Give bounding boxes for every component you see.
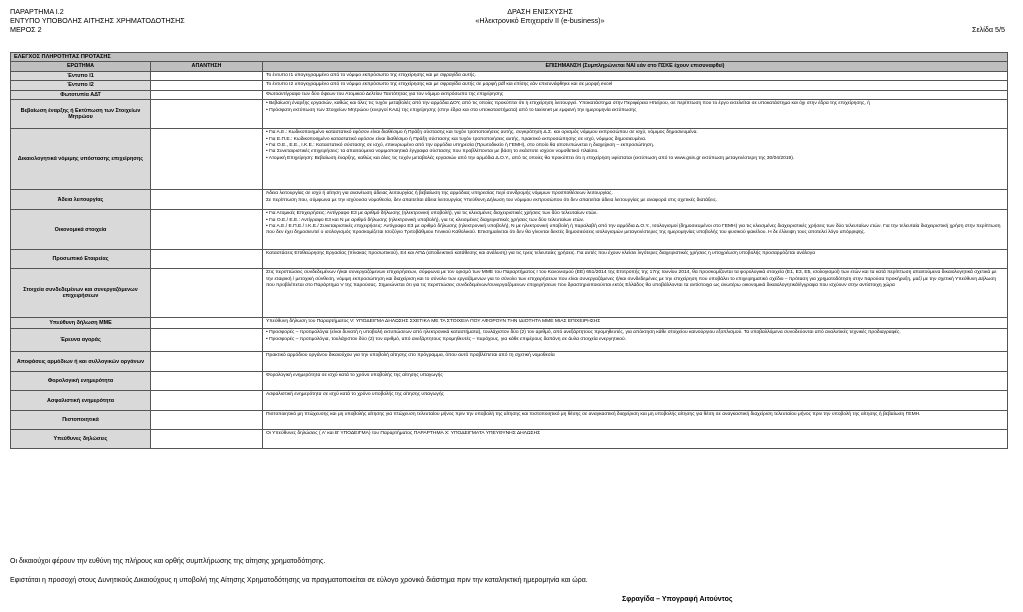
check-line: • Προσφορές – προτιμολόγια, τουλάχιστον δύο (2) τον αριθμό, από ανεξάρτητους προμηθευτές – παρόχους, για κάθε επιμέρους δαπάνη σε άυλα στοιχεία ενεργητικού. — [266, 336, 627, 342]
footer-attention: Εφιστάται η προσοχή στους Δυνητικούς Δικαιούχους η υποβολή της Αίτησης Χρηματοδότησης να πραγματοποιείται σε εύλογο χρονικό διάστημα πριν την καταληκτική ημερομηνία και ώρα. — [10, 577, 588, 584]
signature-label: Σφραγίδα – Υπογραφή Αιτούντος — [622, 596, 733, 603]
row-check-text — [263, 71, 1008, 81]
row-answer-cell[interactable] — [151, 250, 263, 269]
row-answer-cell[interactable] — [151, 90, 263, 100]
check-line: • Για Ατομικές Επιχειρήσεις: Αντίγραφο Ε3 με αριθμό δήλωσης (ηλεκτρονική υποβολή), για τις κλεισμένες διαχειριστικές χρήσεις των δύο τελευταίων ετών. — [266, 211, 598, 217]
row-question: Βεβαίωση έναρξης ή Εκτύπωση των Στοιχείων Μητρώου — [11, 100, 151, 129]
form-title: ΕΝΤΥΠΟ ΥΠΟΒΟΛΗΣ ΑΙΤΗΣΗΣ ΧΡΗΜΑΤΟΔΟΤΗΣΗΣ — [10, 16, 185, 25]
check-line: Ασφαλιστική ενημερότητα σε ισχύ κατά το χρόνο υποβολής της αίτησης υπαγωγής — [266, 392, 444, 398]
row-check-text — [263, 318, 1008, 329]
check-line: • Για Α.Ε.: Κωδικοποιημένο καταστατικό εφόσον είναι διαθέσιμο ή Πράξη σύστασης και τυχόν τροποποιήσεις αυτής, συγκρότηση Δ.Σ. και ορισμός νόμιμου εκπροσώπου σε ισχύ, νόμιμος δημοσιευμένα. — [266, 130, 698, 136]
row-check-text — [263, 391, 1008, 411]
check-line: Φωτοαντίγραφο των δύο όψεων του Ατομικού Δελτίου Ταυτότητας για τον νόμιμο εκπρόσωπο της επιχείρησης — [266, 91, 504, 97]
check-line: • Ατομική Επιχείρηση: Βεβαίωση έναρξης, καθώς και όλες τις τυχόν μεταβολές εργασιών από την αρμόδια Δ.Ο.Υ., από τις οποίες θα προκύπτει ότι η επιχείρηση υφίσταται (εκτύπωση από το www.gsis.gr εκτύπωση μεταγενέστερη της 30/04/2019). — [266, 155, 795, 161]
check-line: Πιστοποιητικό μη πτώχευσης και μη υποβολής αίτησης για πτώχευση τελευταίου μήνος πριν την υποβολή της αίτησης και πιστοποιητικό μη θέσης σε αναγκαστική διαχείριση και μη υποβολής αίτησης για θέση σε αναγκαστική διαχείριση τελευταίου μήνος πριν την υποβολή της αίτησης ή βεβαίωση ΓΕΜΗ. — [266, 412, 921, 418]
footer-responsibility: Οι δικαιούχοι φέρουν την ευθύνη της πλήρους και ορθής συμπλήρωσης της αίτησης χρηματοδότησης. — [10, 558, 326, 565]
row-answer-cell[interactable] — [151, 190, 263, 210]
row-answer-cell[interactable] — [151, 81, 263, 91]
check-line: Υπεύθυνη δήλωση του Παραρτήματος V: ΥΠΟΔΕΙΓΜΑ ΔΗΛΩΣΗΣ ΣΧΕΤΙΚΑ ΜΕ ΤΑ ΣΤΟΙΧΕΙΑ ΠΟΥ ΑΦΟΡΟΥΝ ΤΗΝ ΙΔΙΟΤΗΤΑ ΜΜΕ ΜΙΑΣ ΕΠΙΧΕΙΡΗΣΗΣ — [266, 319, 601, 325]
table-row — [11, 210, 1008, 250]
row-answer-cell[interactable] — [151, 411, 263, 430]
row-check-text — [263, 210, 1008, 250]
row-answer-cell[interactable] — [151, 430, 263, 449]
header-answer: ΑΠΑΝΤΗΣΗ — [151, 62, 263, 71]
row-question: Φορολογική ενημερότητα — [11, 372, 151, 391]
row-check-text — [263, 329, 1008, 352]
check-line: • Για Α.Ε./ Ε.Π.Ε./ Ι.Κ.Ε./ Συνεταιριστικές επιχειρήσεις: Αντίγραφο Ε3 με αριθμό δήλωσης (ηλεκτρονική υποβολή), Ν με ηλεκτρονική υποβολή ή παραλαβή από την αρμόδια Δ.Ο.Υ., Ισολογισμοί (δημοσιευμένοι στο ΓΕΜΗ) για τις κλεισμένες διαχειριστικές χρήσεις των δύο τελευταίων ετών. Για την τελευταία διαχειριστική χρήση στην περίπτωση που δεν έχει δημοσιευτεί ο ισολογισμός προσκομίζεται Ισοζύγιο Τριτοβάθμιου Γενικού Καθολικού. Επισημαίνεται ότι δεν θα γίνονται δεκτές δημοσιεύσεις ισολογισμών μεταγενέστερες της ημερομηνίας υποβολής του φυσικού φακέλου. Η δε έλλειψη τους αποτελεί λόγο απόρριψης. — [266, 224, 1001, 236]
row-check-text — [263, 190, 1008, 210]
table-row — [11, 318, 1008, 329]
header-check: ΕΠΙΣΗΜΑΝΣΗ (Συμπληρώνεται ΝΑΙ εάν στο ΠΣΚΕ έχουν επισυναφθεί) — [263, 62, 1008, 71]
annex-label: ΠΑΡΑΡΤΗΜΑ Ι.2 — [10, 7, 64, 16]
check-line: Σε περίπτωση που, σύμφωνα με την ισχύουσα νομοθεσία, δεν απαιτείται άδεια λειτουργίας Υπεύθυνη Δήλωση του νόμιμου εκπροσώπου ότι δεν απαιτείται άδεια λειτουργίας με αναφορά στις σχετικές διατάξεις. — [266, 197, 718, 203]
row-answer-cell[interactable] — [151, 352, 263, 372]
row-question: Στοιχεία συνδεδεμένων και συνεργαζόμενων επιχειρήσεων — [11, 269, 151, 318]
row-answer-cell[interactable] — [151, 269, 263, 318]
check-line: Οι Υπεύθυνες δηλώσεις ( Α' και Β' ΥΠΟΔΕΙΓΜΑ) του Παραρτήματος ΠΑΡΑΡΤΗΜΑ Χ: ΥΠΟΔΕΙΓΜΑΤΑ ΥΠΕΥΘΥΝΗΣ ΔΗΛΩΣΗΣ — [266, 431, 541, 437]
check-line: Φορολογική ενημερότητα σε ισχύ κατά το χρόνο υποβολής της αίτησης υπαγωγής — [266, 373, 443, 379]
part-label: ΜΕΡΟΣ 2 — [10, 25, 42, 34]
row-check-text — [263, 372, 1008, 391]
row-answer-cell[interactable] — [151, 129, 263, 190]
row-question: Δικαιολογητικά νόμιμης υπόστασης επιχείρησης — [11, 129, 151, 190]
row-check-text — [263, 269, 1008, 318]
check-line: Στις περιπτώσεις συνδεδεμένων ή/και συνεργαζόμενων επιχειρήσεων, σύμφωνα με τον ορισμό των ΜΜΕ του Παραρτήματος Ι του Κανονισμού (ΕΕ) 651/2014 της Επιτροπής της 17ης Ιουνίου 2014, θα προσκομίζονται τα φορολογικά στοιχεία (Ε1, Ε3, Ε5, ισολογισμοί) των ετών και τα κατά περίπτωση απαιτούμενα δικαιολογητικά σχετικά με την εταιρική / μετοχική σύνθεση, νόμιμη εκπροσώπηση και διαχείριση και το σύνολο των εργαζόμενων για το σύνολο των επιχειρήσεων που είναι συνεργαζόμενες ή/και συνδεδεμένες με την επιχείρηση που υποβάλει το επιχειρηματικό σχέδιο – πρόταση για χρηματοδότηση στην παρούσα προκήρυξη, μαζί με την σχετική Υπεύθυνη Δήλωση που προβλέπεται στο Παράρτημα V της παρούσας. Σημειώνεται ότι για τις περιπτώσεις συνδεδεμένων/συνεργαζόμενων επιχειρήσεων που δραστηριοποιούνται εκτός Ελλάδος θα υποβάλλονται τα αντίστοιχα ως ανωτέρω οικονομικά δικαιολογητικά/έγγραφα που ισχύουν στην αντίστοιχη χώρα — [266, 270, 997, 289]
header-center — [380, 7, 700, 25]
row-answer-cell[interactable] — [151, 71, 263, 81]
header-question: ΕΡΩΤΗΜΑ — [11, 62, 151, 71]
page-number: Σελίδα 5/5 — [972, 25, 1005, 34]
row-answer-cell[interactable] — [151, 210, 263, 250]
check-line: • Για Ο.Ε., Ε.Ε., Ι.Κ.Ε.: Καταστατικό σύστασης σε ισχύ, επικυρωμένο από την αρμόδια υπηρεσία (Πρωτοδικείο ή ΓΕΜΗ), στο οποίο θα αποτυπώνεται η διαχείριση – εκπροσώπηση. — [266, 143, 655, 149]
row-question: Πιστοποιητικά — [11, 411, 151, 430]
table-row — [11, 430, 1008, 449]
header-left — [10, 7, 185, 34]
row-question: Άδεια λειτουργίας — [11, 190, 151, 210]
table-title: ΕΛΕΓΧΟΣ ΠΛΗΡΟΤΗΤΑΣ ΠΡΟΤΑΣΗΣ — [11, 53, 1008, 62]
row-check-text — [263, 129, 1008, 190]
row-question: Υπεύθυνες δηλώσεις — [11, 430, 151, 449]
check-line: Το έντυπο Ι2 υπογεγραμμένο από το νόμιμο εκπρόσωπο της επιχείρησης και με σφραγίδα αυτής σε μορφή pdf και επίσης εάν επισυνάφθηκε και σε μορφή excel — [266, 82, 613, 88]
table-row — [11, 100, 1008, 129]
row-check-text — [263, 81, 1008, 91]
row-check-text — [263, 90, 1008, 100]
action-label: ΔΡΑΣΗ ΕΝΙΣΧΥΣΗΣ — [507, 7, 573, 16]
row-question: Φωτοτυπία ΑΔΤ — [11, 90, 151, 100]
table-row — [11, 81, 1008, 91]
table-row — [11, 90, 1008, 100]
row-question: Οικονομικά στοιχεία — [11, 210, 151, 250]
check-line: • Πρόσφατη εκτύπωση των Στοιχείων Μητρώου (ενεργοί ΚΑΔ) της επιχείρησης (στην έδρα και στα υποκαταστήματα) από το taxisnet με εμφανή την ημερομηνία εκτύπωσης — [266, 107, 637, 113]
check-line: Καταστάσεις Επιθεώρησης Εργασίας (πίνακας προσωπικού), Ε4 και ΑΠΔ (αποδεικτικό κατάθεσης και ανάλυση) για τις τρεις τελευταίες χρήσεις. Για αυτές που έχουν κλείσει λιγότερες διαχειριστικές χρήσεις η υποχρέωση υποβολής προσαρμόζεται ανάλογα — [266, 251, 816, 257]
table-row — [11, 71, 1008, 81]
row-check-text — [263, 411, 1008, 430]
table-row — [11, 391, 1008, 411]
check-line: • Για Συνεταιριστικές επιχειρήσεις: τα απαιτούμενα νομιμοποιητικά έγγραφα σύστασης που προβλέπονται με βάση το εκάστοτε ισχύον νομοθετικό πλαίσιο. — [266, 149, 599, 155]
program-title: «Ηλεκτρονικό Επιχειρείν ΙΙ (e-business)» — [475, 16, 605, 25]
check-line: Το έντυπο Ι1 υπογεγραμμένο από το νόμιμο εκπρόσωπο της επιχείρησης και με σφραγίδα αυτής. — [266, 72, 477, 78]
check-line: • Για Ε.Π.Ε.: Κωδικοποιημένο καταστατικό εφόσον είναι διαθέσιμο ή Πράξη σύστασης και τυχόν τροποποιήσεις αυτής, πρακτικό εκπροσώπησης σε ισχύ, νόμιμος δημοσιευμένα. — [266, 136, 647, 142]
row-question: Έντυπο Ι2 — [11, 81, 151, 91]
row-question: Υπεύθυνη δήλωση ΜΜΕ — [11, 318, 151, 329]
row-question: Προσωπικό Εταιρείας — [11, 250, 151, 269]
table-row — [11, 129, 1008, 190]
table-row — [11, 411, 1008, 430]
completeness-table — [10, 52, 1008, 449]
row-answer-cell[interactable] — [151, 100, 263, 129]
row-check-text — [263, 430, 1008, 449]
check-line: Άδεια λειτουργίας σε ισχύ ή αίτηση για ανανέωση άδειας λειτουργίας ή βεβαίωση της αρμόδιας υπηρεσίας περί συνδρομής νόμιμων προϋποθέσεων λειτουργίας. — [266, 191, 613, 197]
row-answer-cell[interactable] — [151, 318, 263, 329]
table-row — [11, 329, 1008, 352]
row-answer-cell[interactable] — [151, 391, 263, 411]
table-header-row — [11, 62, 1008, 71]
row-question: Αποφάσεις αρμόδιων ή και συλλογικών οργάνων — [11, 352, 151, 372]
table-row — [11, 352, 1008, 372]
check-line: • Για Ο.Ε./ Ε.Ε.: Αντίγραφο Ε3 και Ν με αριθμό δήλωσης (ηλεκτρονική υποβολή), για τις κλεισμένες διαχειριστικές χρήσεις των δύο τελευταίων ετών. — [266, 217, 585, 223]
row-question: Έρευνα αγοράς — [11, 329, 151, 352]
row-answer-cell[interactable] — [151, 372, 263, 391]
table-row — [11, 372, 1008, 391]
table-title-row — [11, 53, 1008, 62]
row-check-text — [263, 100, 1008, 129]
table-row — [11, 190, 1008, 210]
check-line: • Βεβαίωση έναρξης εργασιών, καθώς και όλες τις τυχόν μεταβολές από την αρμόδια ΔΟΥ, από τις οποίες προκύπτει ότι η επιχείρηση λειτουργεί. Υποκατάστημα στην Περιφέρεια Ηπείρου, σε περίπτωση που το έργο εκτελείται σε υποκατάστημα και όχι στην έδρα της επιχείρησης, ή — [266, 101, 870, 107]
check-line: Πρακτικό αρμόδιου οργάνου δικαιούχου για την υποβολή αίτησης στο πρόγραμμα, όπου αυτό προβλέπεται από τη σχετική νομοθεσία — [266, 353, 555, 359]
row-question: Έντυπο Ι1 — [11, 71, 151, 81]
row-check-text — [263, 352, 1008, 372]
table-row — [11, 250, 1008, 269]
row-answer-cell[interactable] — [151, 329, 263, 352]
check-line: • Προσφορές – προτιμολόγια (είναι δυνατή η υποβολή εκτυπώσεων από ηλεκτρονικά καταστήματα), τουλάχιστον δύο (2) τον αριθμό, από ανεξάρτητους προμηθευτές, για απόκτηση κάθε στοιχείου καινούργιου εξοπλισμού. Τα υποβαλλόμενα συνοδεύονται από αναλυτικές τεχνικές προδιαγραφές. — [266, 330, 901, 336]
row-check-text — [263, 250, 1008, 269]
row-question: Ασφαλιστική ενημερότητα — [11, 391, 151, 411]
table-row — [11, 269, 1008, 318]
